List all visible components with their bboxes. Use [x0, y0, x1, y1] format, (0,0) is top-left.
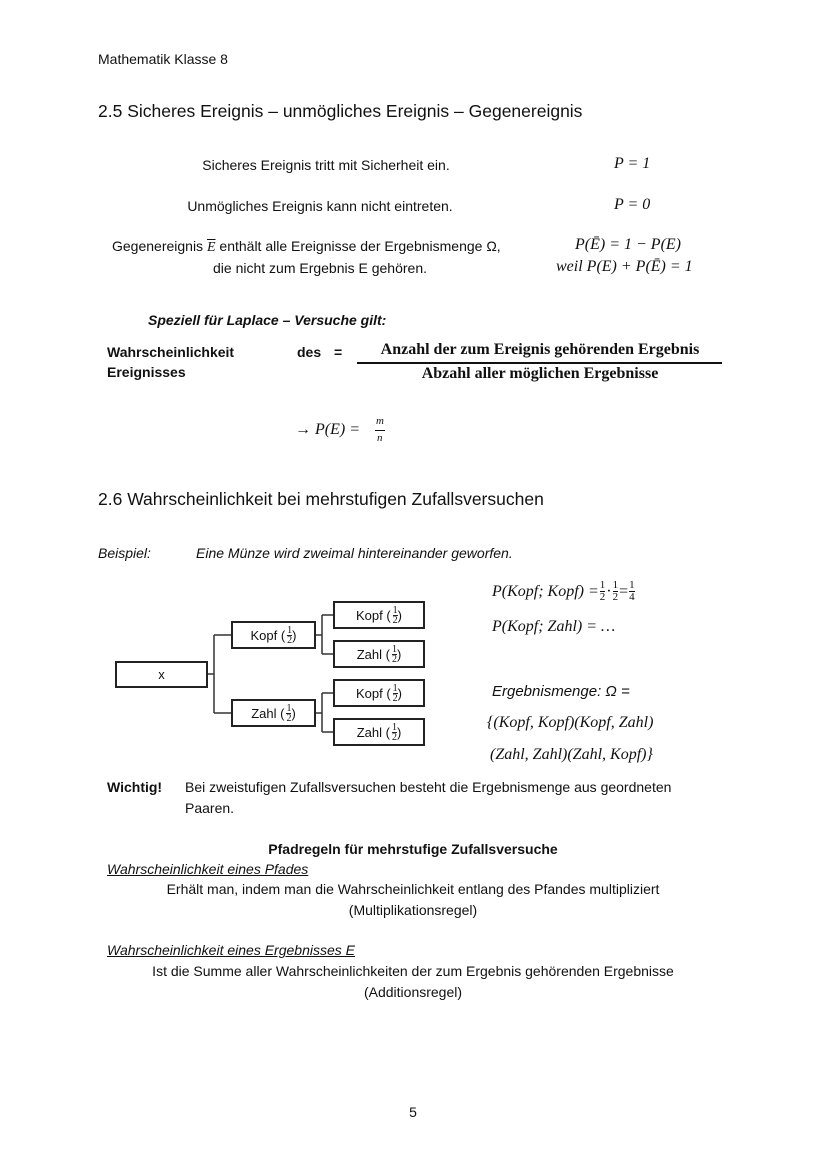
tree-node-label: Zahl	[356, 724, 382, 740]
prob-num: 1	[392, 682, 398, 694]
laplace-heading: Speziell für Laplace – Versuche gilt:	[148, 312, 387, 328]
frac-den: 2	[612, 591, 619, 603]
laplace-numerator: Anzahl der zum Ereignis gehörenden Ergebnis	[380, 341, 700, 358]
complement-description: enthält alle Ereignisse der Ergebnismenge Ω,	[219, 238, 501, 254]
rules-heading: Pfadregeln für mehrstufige Zufallsversuche	[268, 841, 558, 857]
example-text: Eine Münze wird zweimal hintereinander geworfen.	[196, 545, 513, 561]
frac-num: 1	[599, 579, 606, 591]
frac-num: 1	[612, 579, 619, 591]
example-label: Beispiel:	[98, 545, 151, 561]
laplace-label-probability: Wahrscheinlichkeit	[107, 344, 235, 360]
frac-den: 2	[599, 591, 606, 603]
complement-formula-2: weil P(E) + P(Ē) = 1	[556, 258, 693, 275]
tree-root-node	[115, 661, 208, 688]
rule2-text: Ist die Summe aller Wahrscheinlichkeiten der zum Ergebnis gehörenden Ergebnisse	[152, 963, 674, 979]
important-text-line2: Paaren.	[185, 800, 235, 816]
complement-formula-1: P(Ē) = 1 − P(E)	[575, 236, 681, 253]
tree-node-l2-kopf-zahl: Zahl ( $\frac{1}{2}$ )	[333, 640, 425, 668]
prob-num: 1	[286, 702, 292, 714]
prob-den: 2	[287, 634, 293, 646]
prob-den: 2	[392, 692, 398, 704]
fraction-2	[613, 580, 619, 603]
tree-node-l2-kopf-kopf: Kopf ( $\frac{1}{2}$ )	[333, 601, 425, 629]
prob-den: 2	[391, 731, 397, 743]
laplace-formula-n: n	[377, 432, 383, 444]
formula-kopf-kopf	[492, 580, 636, 603]
rule2-name: (Additionsregel)	[363, 984, 463, 1000]
rule2-title: Wahrscheinlichkeit eines Ergebnisses E	[107, 942, 355, 958]
fraction-3	[629, 580, 635, 603]
impossible-event-text: Unmögliches Ereignis kann nicht eintreten.	[187, 198, 453, 214]
tree-node-label: Zahl	[251, 705, 277, 721]
important-label: Wichtig!	[107, 779, 163, 795]
prob-num: 1	[391, 721, 397, 733]
section-title-2-6: 2.6 Wahrscheinlichkeit bei mehrstufigen Zufallsversuchen	[98, 489, 544, 509]
prob-den: 2	[391, 653, 397, 665]
tree-node-label: Kopf	[355, 685, 383, 701]
tree-node-label: Zahl	[356, 646, 382, 662]
fraction-1	[600, 580, 606, 603]
frac-num: 1	[629, 579, 635, 591]
prob-num: 1	[391, 643, 397, 655]
rule1-title: Wahrscheinlichkeit eines Pfades	[107, 861, 309, 877]
rule1-name: (Multiplikationsregel)	[348, 902, 478, 918]
complement-label: Gegenereignis	[112, 238, 204, 254]
laplace-formula-m: m	[376, 415, 384, 427]
page-number: 5	[409, 1104, 417, 1120]
tree-node-label: Kopf	[355, 607, 383, 623]
multiply-dot: ·	[606, 582, 612, 600]
laplace-denominator: Abzahl aller möglichen Ergebnisse	[421, 365, 659, 382]
tree-node-l1-kopf: Kopf ( $\frac{1}{2}$ )	[231, 621, 316, 649]
prob-den: 2	[286, 712, 292, 724]
sure-event-text: Sicheres Ereignis tritt mit Sicherheit ein.	[202, 157, 450, 173]
frac-den: 4	[629, 591, 635, 603]
rule1-text: Erhält man, indem man die Wahrscheinlichkeit entlang des Pfandes multipliziert	[166, 881, 660, 897]
tree-node-l2-zahl-zahl: Zahl ( $\frac{1}{2}$ )	[333, 718, 425, 746]
laplace-label-event: Ereignisses	[107, 364, 186, 380]
prob-num: 1	[392, 604, 398, 616]
tree-node-l1-zahl: Zahl ( $\frac{1}{2}$ )	[231, 699, 316, 727]
formula-kopf-zahl: P(Kopf; Zahl) = …	[492, 618, 616, 635]
sure-event-formula: P = 1	[614, 155, 651, 172]
tree-node-l2-zahl-kopf: Kopf ( $\frac{1}{2}$ )	[333, 679, 425, 707]
prob-num: 1	[287, 624, 293, 636]
complement-text-line2: die nicht zum Ergebnis E gehören.	[212, 260, 428, 276]
result-set-line-1: {(Kopf, Kopf)(Kopf, Zahl)	[487, 714, 654, 731]
laplace-equals: =	[334, 344, 343, 360]
section-title-2-5: 2.5 Sicheres Ereignis – unmögliches Ereignis – Gegenereignis	[98, 101, 583, 121]
important-text-line1: Bei zweistufigen Zufallsversuchen besteht die Ergebnismenge aus geordneten	[185, 779, 672, 795]
formula-kopf-kopf-lhs: P(Kopf; Kopf) =	[492, 582, 599, 600]
prob-den: 2	[392, 614, 398, 626]
equals-sign: =	[619, 582, 629, 600]
laplace-label-des: des	[297, 344, 322, 360]
result-set-label: Ergebnismenge: Ω =	[492, 683, 630, 700]
tree-root-label: x	[158, 667, 165, 682]
complement-symbol: $\overline{E}$	[206, 240, 216, 255]
page-header: Mathematik Klasse 8	[98, 51, 228, 67]
laplace-formula-lhs: → P(E) =	[295, 421, 360, 438]
result-set-line-2: (Zahl, Zahl)(Zahl, Kopf)}	[490, 746, 653, 763]
impossible-event-formula: P = 0	[614, 196, 651, 213]
tree-node-label: Kopf	[250, 627, 278, 643]
